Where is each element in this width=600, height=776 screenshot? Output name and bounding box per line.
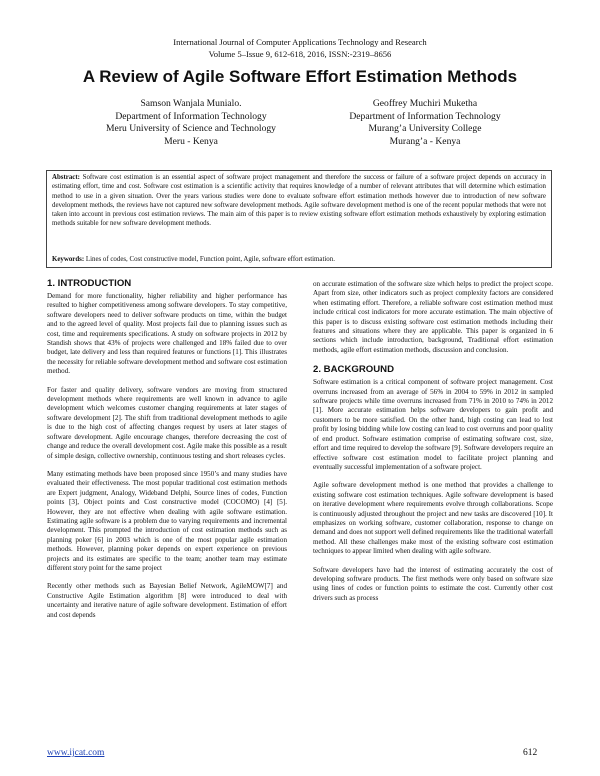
keywords-label: Keywords:	[52, 256, 85, 263]
author-department: Department of Information Technology	[349, 110, 501, 122]
section-heading-background: 2. BACKGROUND	[313, 364, 395, 376]
paragraph: For faster and quality delivery, software vendors are moving from structured development methods where requirements are well known in advance to agile development which welcomes customer changing requirements at later stages of software development [2]. The shift from traditional development methods to agile is due to the high cost of affecting changes request by users at later stages of software development. Agile encourage changes, therefore decreasing the cost of change and reduce the overall development cost. Agile make this possible as a result of simple design, collective ownership, continuous testing and short releases cycles.	[47, 385, 287, 460]
paragraph: Demand for more functionality, higher reliability and higher performance has resulted to higher competitiveness among software developers. To stay competitive, software developers need to deliver software products on time, within the budget and to the agreed level of quality. Most projects fail due to planning issues such as cost, time and requirements specifications. A study on software projects in 2012 by Standish shows that 43% of projects were challenged and 18% failed due to over budget, late delivery and less than required features or functions [1]. This illustrates the necessity for reliable software development method and software cost estimation method.	[47, 292, 287, 376]
author-name: Geoffrey Muchiri Muketha	[372, 98, 478, 109]
author-institution: Meru University of Science and Technology	[106, 123, 276, 134]
journal-url-link[interactable]: www.ijcat.com	[47, 748, 105, 758]
paper-title: A Review of Agile Software Effort Estimation Methods	[82, 67, 518, 86]
paragraph: Software developers have had the interest of estimating accurately the cost of developing software products. The first methods were only based on software size using lines of codes or function points to estimate the cost. Currently other cost drivers such as process	[313, 565, 553, 602]
abstract-box	[46, 170, 552, 268]
abstract-label: Abstract:	[52, 174, 80, 181]
paragraph: on accurate estimation of the software size which helps to predict the project scope. Apart from size, other indicators such as project complexity factors are considered when estimating effort. Therefore, a reliable software cost estimation method must include critical cost indicators for more accurate estimation. The main objective of this paper is to discuss existing software cost estimation methods including their features and situations where they are applicable. This paper is organized in 6 sections which include introduction, background, Traditional effort estimation methods, agile effort estimation methods, discussion and conclusion.	[313, 280, 553, 354]
paragraph: Software estimation is a critical component of software project management. Cost overruns increased from an average of 56% in 2004 to 59% in 2012 in sampled software projects while time overruns increased from 71% in 2010 to 74% in 2012 [1]. More accurate estimation helps software developers to gain profit and customers to be more satisfied. On the other hand, high costing can lead to lost profit by losing bidding while low costing can lead to cost overruns and poor quality of end product. Software estimation comprise of estimating software cost, size, effort and time required to develop the software [9]. Software developers require an effective software cost estimation model to facilitate project planning and eventually successful implementation of a software project.	[313, 378, 553, 471]
left-column	[47, 278, 287, 629]
author-location: Murang’a - Kenya	[389, 135, 461, 147]
author-department: Department of Information Technology	[115, 110, 267, 122]
paragraph: Recently other methods such as Bayesian Belief Network, AgileMOW[7] and Constructive Agile Estimation algorithm [8] were introduced to deal with uncertainty and iterative nature of agile software development. Estimation of effort and cost depends	[47, 582, 287, 619]
keywords-text: Lines of codes, Cost constructive model, Function point, Agile, software effort estimation.	[84, 256, 335, 263]
right-column	[313, 280, 553, 612]
keywords	[47, 255, 340, 264]
abstract	[47, 171, 551, 231]
paragraph: Agile software development method is one method that provides a challenge to existing software cost estimation techniques. Agile software development is based on iterative development where requirements evolve through collaborations. Scope is continuously adjusted throughout the project and new tasks are discovered [10]. It emphasizes on working software, customer collaboration, response to change on demand and does not support well defined requirements like the traditional waterfall method. All these challenges make most of the existing software cost estimation techniques to appear limited when dealing with agile software.	[313, 481, 553, 556]
paragraph: Many estimating methods have been proposed since 1950’s and many studies have evaluated their effectiveness. The most popular traditional cost estimation methods are Expert judgment, Analogy, Wideband Delphi, Source lines of codes, Function points [3], Object points and Cost constructive model (COCOMO) [4] [5]. However, they are not effective when dealing with agile software estimation. Estimating agile software is a problem due to varying requirements and incremental development. This prompted the introduction of cost estimation methods such as planning poker [6] in 2003 which is one of the most popular agile estimation methods. However, planning poker depends on expert experience on previous projects and its estimates are specific to the team; another team may estimate different story point for the same project	[47, 469, 287, 572]
page-number: 612	[523, 748, 538, 758]
author-name: Samson Wanjala Munialo.	[140, 98, 242, 109]
author-block-1	[76, 98, 306, 148]
author-location: Meru - Kenya	[164, 135, 218, 147]
journal-name: International Journal of Computer Applications Technology and Research	[173, 37, 427, 47]
author-institution: Murang’a University College	[368, 123, 482, 134]
abstract-text: Software cost estimation is an essential aspect of software project management and therefore the success or failure of a software project depends on accuracy in estimating effort, time and cost. Software cost estimation is a scientific activity that requires knowledge of a number of relevant attributes that will determine which estimation method to use in a given situation. Over the years various studies were done to evaluate software effort estimation methods however due to introduction of new software development methods, the reviews have not captured new software development methods. Agile software development method is one of the recent popular methods that were not taken into account in previous cost estimation reviews. The main aim of this paper is to review existing software effort estimation methods exhaustively by exploring estimation methods suitable for new software development methods.	[52, 174, 546, 228]
section-heading-introduction: 1. INTRODUCTION	[47, 278, 132, 289]
author-block-2	[310, 98, 540, 148]
journal-volume: Volume 5–Issue 9, 612-618, 2016, ISSN:-2319–8656	[208, 48, 392, 59]
journal-header	[0, 37, 600, 60]
